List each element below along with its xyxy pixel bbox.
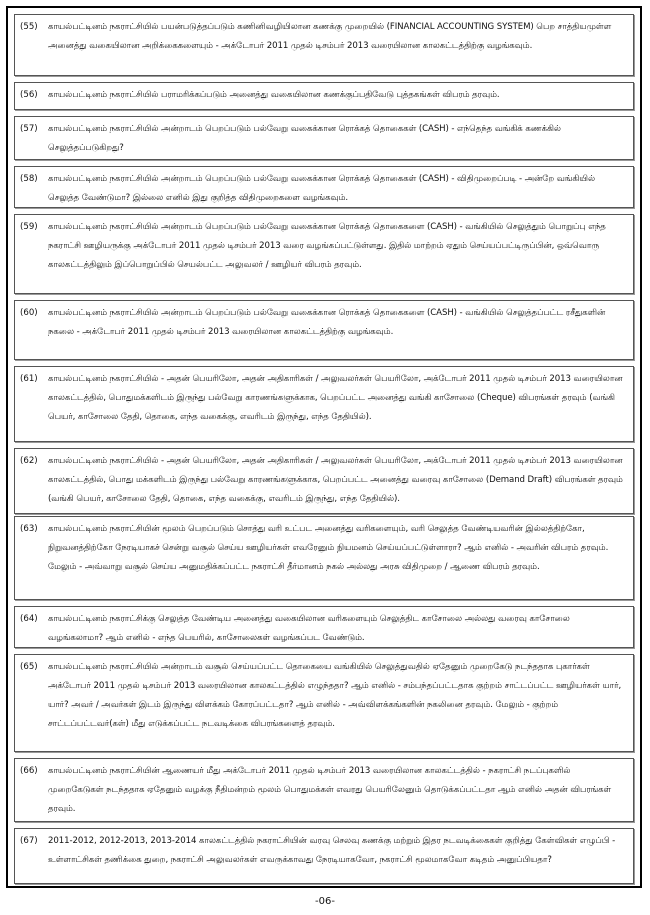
question-64 [14, 606, 634, 648]
page-number: -06- [315, 896, 335, 907]
question-text: காயல்பட்டினம் நகராட்சியில் - அதன் பெயரிலோ, அதன் அதிகாரிகள் / அலுவலர்கள் பெயரிலோ, அக்டோபர் 2011 முதல் டிசம்பர் 2013 வரையிலான காலகட்டத்தில், பொதுமக்களிடம் இருந்து பல்வேறு காரணங்களுக்காக, பெறப்பட்ட அனைத்து வங்கி காசோலை (Cheque) விபரங்கள் தரவும் (வங்கி பெயர், காசோலை தேதி, தொகை, எந்த வகைக்கு, எவரிடம் இருந்து, எந்த தேதியில்). [48, 374, 623, 422]
question-text: காயல்பட்டினம் நகராட்சியில் அன்றாடம் பெறப்படும் பல்வேறு வகைக்கான ரொக்கத் தொகைகள் (CASH) - எந்தெந்த வங்கிக் கணக்கில் செலுத்தப்படுகிறது? [48, 124, 561, 153]
question-number: (62) [20, 456, 38, 466]
question-58 [14, 166, 634, 208]
question-text: காயல்பட்டினம் நகராட்சியில் பராமரிக்கப்படும் அனைத்து வகையிலான கணக்குப்பதிவேடு புத்தகங்கள் விபரம் தரவும். [48, 90, 500, 100]
question-56 [14, 82, 634, 110]
question-text: காயல்பட்டினம் நகராட்சியில் அன்றாடம் பெறப்படும் பல்வேறு வகைக்கான ரொக்கத் தொகைகளை (CASH) - வங்கியில் செலுத்தும் பொறுப்பு எந்த நகராட்சி ஊழியருக்கு அக்டோபர் 2011 முதல் டிசம்பர் 2013 வரை வழங்கப்பட்டுள்ளது. இதில் மாற்றம் ஏதும் செய்யப்பட்டிருப்பின், ஒவ்வொரு காலகட்டத்திலும் இப்பொறுப்பில் செயல்பட்ட அலுவலர் / ஊழியர் விபரம் தரவும். [48, 222, 606, 270]
question-text: காயல்பட்டினம் நகராட்சியில் பயன்படுத்தப்படும் கணினிவழியிலான கணக்கு முறையில் (FINANCIAL ACCOUNTING SYSTEM) பெற சாத்தியமுள்ள அனைத்து வகையிலான அறிக்கைகளையும் - அக்டோபர் 2011 முதல் டிசம்பர் 2013 வரையிலான காலகட்டத்திற்கு வழங்கவும். [48, 22, 612, 51]
question-text: காயல்பட்டினம் நகராட்சியில் அன்றாடம் பெறப்படும் பல்வேறு வகைக்கான ரொக்கத் தொகைகளை (CASH) - வங்கியில் செலுத்தப்பட்ட ரசீதுகளின் நகலை - அக்டோபர் 2011 முதல் டிசம்பர் 2013 வரையிலான காலகட்டத்திற்கு வழங்கவும். [48, 308, 606, 337]
question-55 [14, 14, 634, 76]
page-frame [6, 6, 642, 888]
question-number: (64) [20, 614, 38, 624]
question-text: காயல்பட்டினம் நகராட்சிக்கு செலுத்த வேண்டிய அனைத்து வகையிலான வரிகளையும் செலுத்திட காசோலை அல்லது வரைவு காசோலை வழங்கலாமா? ஆம் எனில் - எந்த பெயரில், காசோலைகள் வழங்கப்பட வேண்டும். [48, 614, 570, 643]
question-number: (55) [20, 22, 38, 32]
question-text: காயல்பட்டினம் நகராட்சியின் மூலம் பெறப்படும் சொத்து வரி உட்பட அனைத்து வரிகளையும், வரி செலுத்த வேண்டியவரின் இல்லத்திற்கோ, நிறுவனத்திற்கோ நேரடியாகச் சென்று வசூல் செய்ய ஊழியர்கள் எவரேனும் நியமனம் செய்யப்பட்டுள்ளாரா? ஆம் எனில் - அவரின் விபரம் தரவும். மேலும் - அவ்வாறு வசூல் செய்ய அனுமதிக்கப்பட்ட நகராட்சி தீர்மானம் நகல் அல்லது அரசு விதிமுறை / ஆணை விபரம் தரவும். [48, 524, 609, 572]
question-60 [14, 300, 634, 360]
question-number: (65) [20, 662, 38, 672]
question-number: (56) [20, 90, 38, 100]
question-number: (57) [20, 124, 38, 134]
question-67 [14, 828, 634, 884]
question-text: காயல்பட்டினம் நகராட்சியில் அன்றாடம் வசூல் செய்யப்பட்ட தொகையை வங்கியில் செலுத்துவதில் ஏதேனும் முறைகேடு நடந்ததாக புகார்கள் அக்டோபர் 2011 முதல் டிசம்பர் 2013 வரையிலான காலகட்டத்தில் எழுந்ததா? ஆம் எனில் - சம்பந்தப்பட்டதாக குற்றம் சாட்டப்பட்ட ஊழியர்கள் யார், யார்? அவர் / அவர்கள் இடம் இருந்து விளக்கம் கோரப்பட்டதா? ஆம் எனில் - அவ்விளக்கங்களின் நகலினை தரவும். மேலும் - குற்றம் சாட்டப்பட்டவர்(கள்) மீது எடுக்கப்பட்ட நடவடிக்கை விபரங்களைத் தரவும். [48, 662, 622, 729]
question-62 [14, 448, 634, 514]
question-text: காயல்பட்டினம் நகராட்சியில் அன்றாடம் பெறப்படும் பல்வேறு வகைக்கான ரொக்கத் தொகைகள் (CASH) - விதிமுறைப்படி - அன்றே வங்கியில் செலுத்த வேண்டுமா? இல்லை எனில் இது குறித்த விதிமுறைகளை வழங்கவும். [48, 174, 596, 203]
question-number: (59) [20, 222, 38, 232]
question-65 [14, 654, 634, 752]
question-number: (63) [20, 524, 38, 534]
question-number: (66) [20, 766, 38, 776]
question-57 [14, 116, 634, 160]
question-number: (58) [20, 174, 38, 184]
question-text: காயல்பட்டினம் நகராட்சியின் ஆணையர் மீது அக்டோபர் 2011 முதல் டிசம்பர் 2013 வரையிலான காலகட்டத்தில் - நகராட்சி நடப்புகளில் முறைகேடுகள் நடந்ததாக ஏதேனும் வழக்கு நீதிமன்றம் மூலம் பொதுமக்கள் எவரது பெயரிலேனும் தொடுக்கப்பட்டதா ஆம் எனில் அதன் விபரங்கள் தரவும். [48, 766, 612, 814]
question-number: (67) [20, 836, 38, 846]
question-number: (60) [20, 308, 38, 318]
question-59 [14, 214, 634, 294]
question-66 [14, 758, 634, 822]
question-61 [14, 366, 634, 442]
question-text: காயல்பட்டினம் நகராட்சியில் - அதன் பெயரிலோ, அதன் அதிகாரிகள் / அலுவலர்கள் பெயரிலோ, அக்டோபர் 2011 முதல் டிசம்பர் 2013 வரையிலான காலகட்டத்தில், பொது மக்களிடம் இருந்து பல்வேறு காரணங்களுக்காக, பெறப்பட்ட அனைத்து வரைவு காசோலை (Demand Draft) விபரங்கள் தரவும் (வங்கி பெயர், காசோலை தேதி, தொகை, எந்த வகைக்கு, எவரிடம் இருந்து, எந்த தேதியில்). [48, 456, 623, 504]
question-63 [14, 516, 634, 600]
question-text: 2011-2012, 2012-2013, 2013-2014 காலகட்டத்தில் நகராட்சியின் வரவு செலவு கணக்கு மற்றும் இதர நடவடிக்கைகள் குறித்து கேள்விகள் எழுப்பி - உள்ளாட்சிகள் தணிக்கை துறை, நகராட்சி அலுவலர்கள் எவருக்காவது நேரடியாகவோ, நகராட்சி மூலமாகவோ கடிதம் அனுப்பியதா? [48, 836, 616, 865]
question-number: (61) [20, 374, 38, 384]
